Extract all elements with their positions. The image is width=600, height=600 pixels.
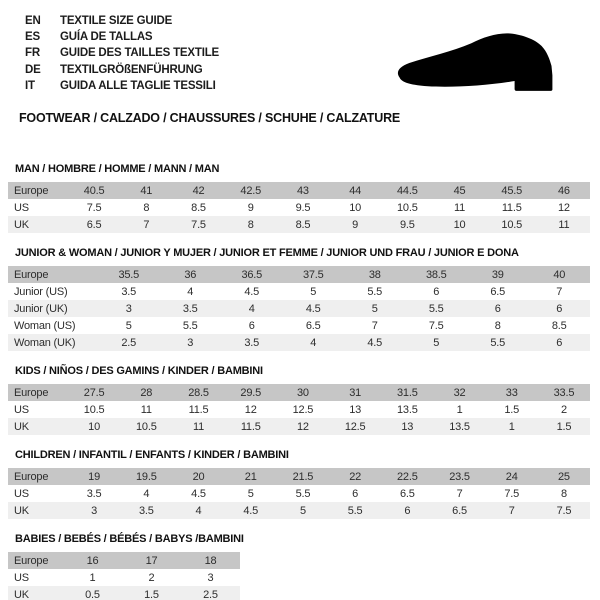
language-label: GUÍA DE TALLAS [60, 31, 153, 44]
section-title: JUNIOR & WOMAN / JUNIOR Y MUJER / JUNIOR ET FEMME / JUNIOR UND FRAU / JUNIOR E DONA [15, 247, 519, 259]
size-cell: 37.5 [302, 268, 324, 281]
size-cell: 12 [296, 420, 309, 433]
size-cell: 7 [371, 319, 378, 332]
size-cell: 18 [204, 554, 217, 567]
table-row [8, 468, 590, 485]
size-cell: 5 [247, 487, 254, 500]
size-cell: 9 [352, 218, 359, 231]
size-section [8, 533, 590, 600]
size-cell: 33.5 [553, 386, 575, 399]
size-cell: 33 [505, 386, 518, 399]
row-label: Europe [14, 386, 49, 399]
size-cell: 35.5 [118, 268, 140, 281]
size-cell: 1.5 [504, 403, 520, 416]
section-title: CHILDREN / INFANTIL / ENFANTS / KINDER / BAMBINI [15, 449, 289, 461]
size-cell: 17 [145, 554, 158, 567]
size-cell: 4.5 [305, 302, 321, 315]
table-row [8, 300, 590, 317]
dress-shoe-icon [394, 30, 574, 98]
size-cell: 7.5 [86, 201, 102, 214]
table-row [8, 552, 240, 569]
size-cell: 39 [491, 268, 504, 281]
size-cell: 4.5 [244, 285, 260, 298]
row-label: Europe [14, 554, 49, 567]
size-cell: 20 [192, 470, 205, 483]
size-cell: 5 [310, 285, 317, 298]
size-table [8, 266, 590, 351]
row-label: Europe [14, 184, 49, 197]
size-cell: 7 [556, 285, 563, 298]
size-cell: 9.5 [399, 218, 415, 231]
language-code: DE [25, 63, 41, 76]
size-cell: 13 [401, 420, 414, 433]
size-cell: 13.5 [397, 403, 418, 416]
size-cell: 3 [125, 302, 132, 315]
size-cell: 32 [453, 386, 466, 399]
size-cell: 4 [187, 285, 194, 298]
size-cell: 3.5 [138, 504, 154, 517]
size-cell: 31 [349, 386, 362, 399]
table-row [8, 418, 590, 435]
size-cell: 16 [86, 554, 99, 567]
size-cell: 6 [404, 504, 411, 517]
size-section [8, 247, 590, 351]
size-cell: 4.5 [367, 336, 383, 349]
size-section [8, 365, 590, 435]
size-cell: 3 [91, 504, 98, 517]
size-cell: 41 [140, 184, 153, 197]
size-cell: 25 [558, 470, 570, 483]
size-cell: 28.5 [188, 386, 209, 399]
size-cell: 6 [494, 302, 501, 315]
size-cell: 11 [140, 403, 152, 416]
language-row [25, 78, 219, 94]
row-label: Europe [14, 470, 49, 483]
size-cell: 42 [192, 184, 205, 197]
size-cell: 5.5 [295, 487, 311, 500]
table-row [8, 401, 590, 418]
size-cell: 46 [558, 184, 570, 197]
size-cell: 4 [143, 487, 150, 500]
size-cell: 3.5 [244, 336, 260, 349]
row-label: Woman (UK) [14, 336, 76, 349]
table-row [8, 199, 590, 216]
language-code: EN [25, 15, 41, 27]
size-cell: 45.5 [501, 184, 523, 197]
size-cell: 11 [192, 420, 205, 433]
row-label: US [14, 571, 29, 584]
size-cell: 8.5 [191, 201, 206, 214]
size-cell: 36.5 [241, 268, 263, 281]
size-cell: 1 [89, 571, 96, 584]
row-label: Junior (UK) [14, 302, 68, 315]
row-label: US [14, 403, 29, 416]
size-cell: 5.5 [428, 302, 444, 315]
size-cell: 40 [553, 268, 566, 281]
size-cell: 23.5 [449, 470, 470, 483]
size-cell: 1 [456, 403, 463, 416]
table-row [8, 283, 590, 300]
size-cell: 8 [143, 201, 150, 214]
language-row [25, 13, 219, 29]
size-cell: 6.5 [490, 285, 506, 298]
table-row [8, 216, 590, 233]
size-cell: 21.5 [292, 470, 314, 483]
size-cell: 10.5 [501, 218, 523, 231]
language-label: TEXTILE SIZE GUIDE [60, 15, 173, 27]
size-table [8, 552, 240, 600]
size-cell: 5.5 [367, 285, 383, 298]
size-cell: 43 [296, 184, 309, 197]
row-label: Europe [14, 268, 49, 281]
size-cell: 12 [244, 403, 257, 416]
size-cell: 11.5 [188, 403, 209, 416]
size-cell: 11.5 [501, 201, 522, 214]
size-cell: 6 [433, 285, 440, 298]
size-cell: 3.5 [121, 285, 137, 298]
row-label: US [14, 487, 29, 500]
size-cell: 5 [125, 319, 132, 332]
size-cell: 45 [453, 184, 466, 197]
size-cell: 6.5 [305, 319, 321, 332]
size-cell: 3.5 [86, 487, 102, 500]
size-table [8, 468, 590, 519]
size-cell: 6 [556, 302, 563, 315]
section-title: MAN / HOMBRE / HOMME / MANN / MAN [15, 163, 220, 175]
size-cell: 4.5 [243, 504, 259, 517]
table-row [8, 502, 590, 519]
size-cell: 22.5 [397, 470, 418, 483]
size-cell: 40.5 [83, 184, 105, 197]
table-row [8, 485, 590, 502]
size-cell: 11 [558, 218, 570, 231]
row-label: UK [14, 420, 29, 433]
language-code: ES [25, 31, 40, 44]
table-row [8, 317, 590, 334]
size-cell: 12.5 [344, 420, 366, 433]
size-cell: 31.5 [397, 386, 418, 399]
size-cell: 38 [368, 268, 381, 281]
size-cell: 10 [453, 218, 466, 231]
size-cell: 13 [349, 403, 362, 416]
table-row [8, 586, 240, 600]
size-cell: 6 [248, 319, 255, 332]
size-cell: 8 [494, 319, 501, 332]
size-cell: 6.5 [86, 218, 102, 231]
size-cell: 8 [560, 487, 567, 500]
size-cell: 10 [88, 420, 101, 433]
size-cell: 21 [244, 470, 257, 483]
size-cell: 5.5 [347, 504, 363, 517]
size-cell: 7 [508, 504, 515, 517]
size-cell: 44.5 [397, 184, 418, 197]
size-cell: 42.5 [240, 184, 262, 197]
size-cell: 11 [454, 201, 466, 214]
size-cell: 6.5 [399, 487, 415, 500]
table-row [8, 334, 590, 351]
size-cell: 13.5 [449, 420, 470, 433]
size-cell: 1.5 [144, 588, 159, 600]
row-label: UK [14, 588, 29, 600]
size-cell: 8.5 [295, 218, 311, 231]
size-cell: 19 [88, 470, 101, 483]
category-heading: FOOTWEAR / CALZADO / CHAUSSURES / SCHUHE / CALZATURE [19, 111, 401, 125]
language-row [25, 29, 219, 45]
size-cell: 12.5 [292, 403, 314, 416]
size-cell: 3 [187, 336, 194, 349]
size-cell: 44 [349, 184, 362, 197]
size-cell: 7.5 [556, 504, 572, 517]
size-section [8, 449, 590, 519]
section-title: KIDS / NIÑOS / DES GAMINS / KINDER / BAMBINI [15, 365, 263, 377]
language-code: FR [25, 47, 40, 60]
table-row [8, 182, 590, 199]
size-cell: 27.5 [83, 386, 105, 399]
size-cell: 19.5 [136, 470, 157, 483]
size-cell: 28 [140, 386, 153, 399]
size-cell: 5 [371, 302, 378, 315]
size-cell: 5.5 [490, 336, 506, 349]
row-label: US [14, 201, 29, 214]
size-cell: 7 [143, 218, 150, 231]
size-cell: 2 [560, 403, 567, 416]
size-cell: 10.5 [397, 201, 418, 214]
section-title: BABIES / BEBÉS / BÉBÉS / BABYS /BAMBINI [15, 533, 244, 545]
size-cell: 4 [310, 336, 317, 349]
row-label: Woman (US) [14, 319, 76, 332]
table-row [8, 266, 590, 283]
size-tables-container [8, 163, 590, 600]
size-cell: 0.5 [85, 588, 100, 600]
size-cell: 10 [349, 201, 362, 214]
size-cell: 1.5 [556, 420, 572, 433]
size-section [8, 163, 590, 233]
size-cell: 8.5 [551, 319, 567, 332]
size-cell: 5 [299, 504, 306, 517]
language-label: TEXTILGRÖßENFÜHRUNG [60, 63, 203, 76]
table-row [8, 384, 590, 401]
size-cell: 2.5 [121, 336, 137, 349]
size-cell: 29.5 [240, 386, 262, 399]
table-row [8, 569, 240, 586]
size-cell: 30 [296, 386, 309, 399]
language-code: IT [25, 79, 35, 92]
size-cell: 8 [247, 218, 254, 231]
language-title-list [25, 13, 219, 94]
size-cell: 6 [352, 487, 359, 500]
size-cell: 6 [556, 336, 563, 349]
size-cell: 11.5 [240, 420, 261, 433]
size-cell: 36 [184, 268, 197, 281]
size-cell: 38.5 [425, 268, 447, 281]
language-row [25, 45, 219, 61]
size-cell: 10.5 [83, 403, 105, 416]
size-cell: 5 [433, 336, 440, 349]
size-cell: 1 [508, 420, 515, 433]
size-cell: 6.5 [452, 504, 467, 517]
size-cell: 2 [148, 571, 155, 584]
size-cell: 4.5 [191, 487, 206, 500]
size-cell: 7.5 [504, 487, 520, 500]
size-cell: 3.5 [182, 302, 198, 315]
size-cell: 24 [505, 470, 518, 483]
row-label: UK [14, 504, 29, 517]
size-cell: 7.5 [428, 319, 444, 332]
size-cell: 7 [456, 487, 463, 500]
size-cell: 4 [248, 302, 255, 315]
size-cell: 10.5 [136, 420, 157, 433]
size-cell: 2.5 [203, 588, 218, 600]
size-cell: 12 [558, 201, 570, 214]
size-cell: 22 [349, 470, 362, 483]
size-cell: 5.5 [182, 319, 198, 332]
size-cell: 7.5 [191, 218, 206, 231]
language-row [25, 62, 219, 78]
row-label: UK [14, 218, 29, 231]
size-cell: 9.5 [295, 201, 311, 214]
size-table [8, 384, 590, 435]
size-cell: 9 [247, 201, 254, 214]
size-table [8, 182, 590, 233]
row-label: Junior (US) [14, 285, 68, 298]
language-label: GUIDA ALLE TAGLIE TESSILI [60, 79, 216, 92]
size-cell: 3 [207, 571, 214, 584]
size-cell: 4 [195, 504, 202, 517]
language-label: GUIDE DES TAILLES TEXTILE [60, 47, 219, 60]
